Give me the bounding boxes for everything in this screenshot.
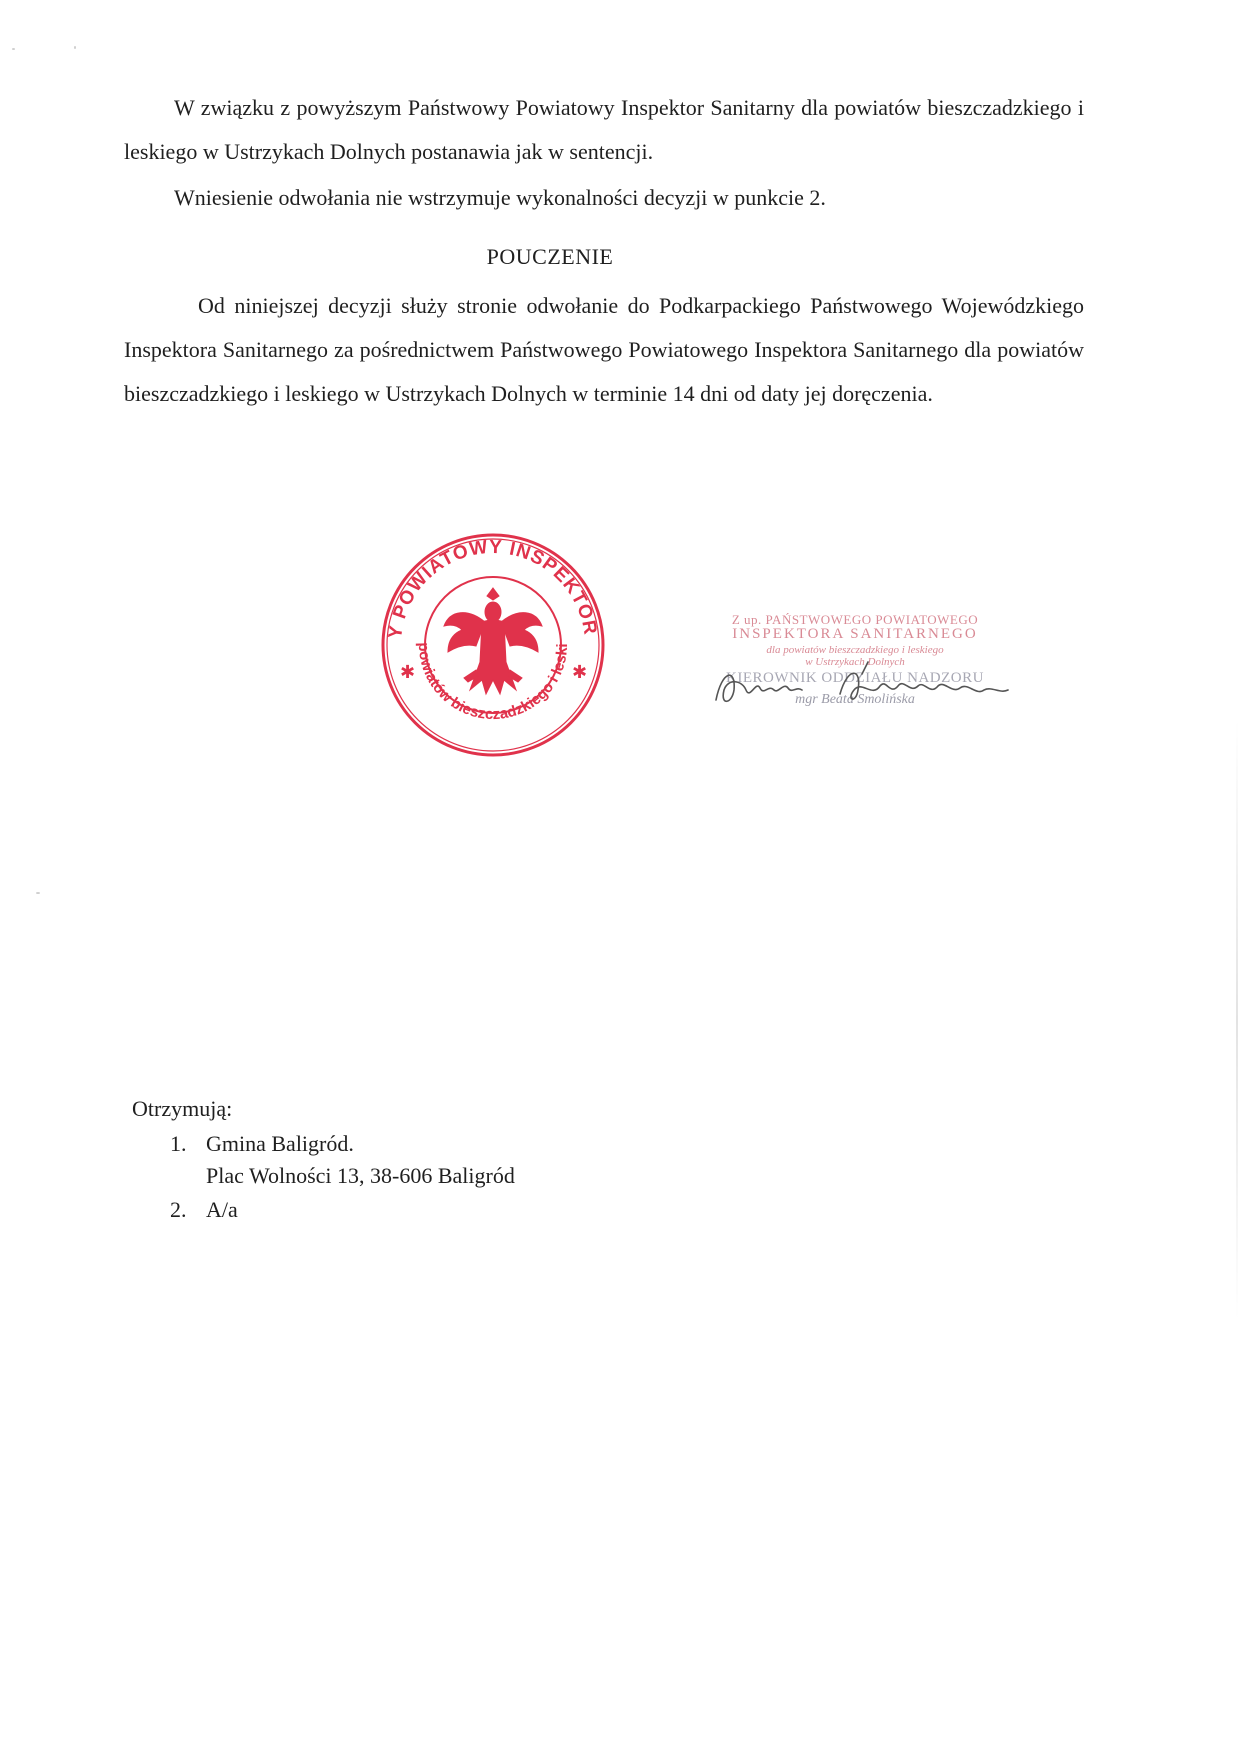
recipient-item: [132, 1128, 515, 1192]
recipients-list: [132, 1128, 515, 1226]
stamp-line-name: mgr Beata Smolińska: [795, 692, 915, 707]
recipient-number: 2.: [170, 1197, 187, 1222]
handwritten-signature: [712, 660, 1012, 720]
round-seal: [378, 530, 608, 760]
scan-speck: [12, 48, 15, 50]
recipients-label: Otrzymują:: [132, 1096, 233, 1121]
instruction-paragraph: Od niniejszej decyzji służy stronie odwołanie do Podkarpackiego Państwowego Wojewódzkiego Inspektora Sanitarnego za pośrednictwem Państwowego Powiatowego Inspektora Sanitarnego dla powiatów bieszczadzkiego i leskiego w Ustrzykach Dolnych w terminie 14 dni od daty jej doręczenia.: [124, 293, 1084, 406]
svg-text:dla powiatów bieszczadzkiego i: powiatów bieszczadzkiego i leski: [414, 642, 572, 724]
recipient-name: Gmina Baligród.: [206, 1131, 354, 1156]
scan-edge-shadow: [1236, 720, 1238, 1320]
stamp-line-location: w Ustrzykach Dolnych: [805, 656, 905, 668]
stamp-line-authority: Z up. PAŃSTWOWEGO POWIATOWEGO: [731, 612, 979, 627]
scan-speck: [36, 892, 40, 894]
eagle-emblem-icon: [444, 588, 542, 694]
stamp-line-inspector: INSPEKTORA SANITARNEGO: [732, 626, 978, 642]
recipient-number: 1.: [170, 1131, 187, 1156]
appeal-effect-paragraph: Wniesienie odwołania nie wstrzymuje wykonalności decyzji w punkcie 2.: [174, 185, 826, 210]
svg-text:✱: ✱: [400, 662, 416, 683]
decision-paragraph: W związku z powyższym Państwowy Powiatowy Inspektor Sanitarny dla powiatów bieszczadzkiego i leskiego w Ustrzykach Dolnych postanawia jak w sentencji.: [124, 95, 1084, 164]
svg-text:PAŃSTWOWY POWIATOWY INSPEKTOR: Y POWIATOWY INSPEKTOR: [385, 536, 601, 640]
stamp-line-position: KIEROWNIK ODDZIAŁU NADZORU: [726, 670, 984, 686]
stamp-line-districts: dla powiatów bieszczadzkiego i leskiego: [766, 644, 944, 656]
scan-speck: [74, 46, 76, 49]
recipient-item: [132, 1194, 515, 1226]
svg-text:✱: ✱: [572, 662, 588, 683]
recipient-name: A/a: [206, 1197, 238, 1222]
instruction-heading: POUCZENIE: [486, 244, 614, 269]
recipient-address: Plac Wolności 13, 38-606 Baligród: [206, 1163, 515, 1188]
